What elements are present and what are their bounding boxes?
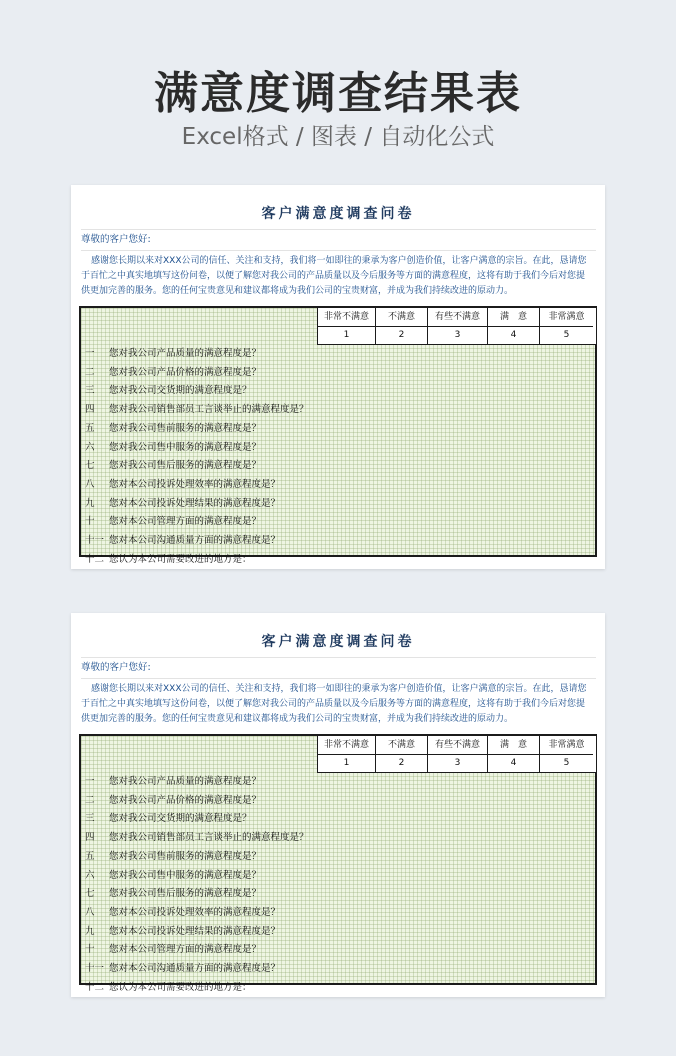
question-number: 一 <box>85 776 95 787</box>
question-row <box>85 829 309 847</box>
question-number: 十二 <box>85 981 105 993</box>
question-number: 十 <box>85 944 95 956</box>
sheet-title: 客户满意度调查问卷 <box>261 206 415 222</box>
question-text: 您对本公司管理方面的满意程度是？ <box>109 944 262 956</box>
rating-value: 5 <box>563 758 570 768</box>
question-text: 您对我公司产品价格的满意程度是？ <box>109 794 262 806</box>
question-number: 四 <box>85 832 95 844</box>
question-row <box>85 923 280 941</box>
sheet-preview-card <box>71 185 605 569</box>
question-text: 您对我公司售前服务的满意程度是？ <box>109 850 262 862</box>
question-text: 您对我公司售前服务的满意程度是？ <box>109 422 262 434</box>
question-row <box>85 439 261 457</box>
question-text: 您对本公司管理方面的满意程度是？ <box>109 516 262 528</box>
rating-label: 非常不满意 <box>318 308 375 327</box>
question-text: 您对我公司交货期的满意程度是？ <box>109 813 252 825</box>
question-text: 您对本公司投诉处理结果的满意程度是？ <box>109 497 281 509</box>
question-row <box>85 382 252 400</box>
question-text: 您对我公司售后服务的满意程度是？ <box>109 460 262 472</box>
question-text: 您对本公司投诉处理效率的满意程度是？ <box>109 906 281 918</box>
rating-column <box>428 308 488 344</box>
question-number: 二 <box>85 366 95 378</box>
rating-label: 非常满意 <box>540 308 593 327</box>
question-row <box>85 773 261 791</box>
survey-table <box>79 306 597 565</box>
question-number: 十一 <box>85 963 105 974</box>
rating-column <box>540 736 593 772</box>
question-row <box>85 867 261 885</box>
question-number: 六 <box>85 441 95 453</box>
question-row <box>85 885 261 903</box>
question-text: 您对我公司销售部员工言谈举止的满意程度是？ <box>109 404 309 416</box>
sheet-title: 客户满意度调查问卷 <box>261 634 415 650</box>
rating-label: 有些不满意 <box>428 736 487 755</box>
rating-value: 1 <box>343 758 350 768</box>
question-text: 您对我公司产品质量的满意程度是？ <box>109 348 262 359</box>
question-number: 七 <box>85 888 95 900</box>
rating-label: 不满意 <box>376 736 427 755</box>
rating-label: 满 意 <box>488 736 539 755</box>
survey-table <box>79 734 597 993</box>
rating-value: 4 <box>510 758 517 768</box>
question-number: 四 <box>85 404 95 416</box>
question-number: 十 <box>85 516 95 528</box>
rating-value: 1 <box>343 330 350 340</box>
question-row <box>85 551 252 569</box>
rating-scale <box>317 308 596 345</box>
rating-column <box>318 308 376 344</box>
question-row <box>85 495 280 513</box>
question-row <box>85 532 280 550</box>
rating-value: 5 <box>563 330 570 340</box>
question-row <box>85 941 261 959</box>
question-number: 三 <box>85 813 95 825</box>
question-row <box>85 476 280 494</box>
question-number: 十一 <box>85 535 105 546</box>
intro-paragraph: 感谢您长期以来对XXX公司的信任、关注和支持，我们将一如即往的秉承为客户创造价值，让客户满意的宗旨。在此，恳请您于百忙之中真实地填写这份问卷，以便了解您对我公司的产品质量以及今后服务等方面的满意程度，这将有助于我们今后对您提供更加完善的服务。您的任何宝贵意见和建议都将成为我们公司的宝贵财富，并成为我们持续改进的原动力。 <box>81 684 587 724</box>
question-row <box>85 960 280 978</box>
question-row <box>85 904 280 922</box>
question-number: 一 <box>85 348 95 359</box>
greeting-text: 尊敬的客户您好: <box>81 229 596 251</box>
question-number: 二 <box>85 794 95 806</box>
question-text: 您对我公司售中服务的满意程度是？ <box>109 441 262 453</box>
rating-column <box>318 736 376 772</box>
rating-label: 不满意 <box>376 308 427 327</box>
rating-column <box>428 736 488 772</box>
question-text: 您对本公司沟通质量方面的满意程度是？ <box>109 963 281 974</box>
rating-value: 2 <box>398 758 405 768</box>
question-text: 您对我公司产品价格的满意程度是？ <box>109 366 262 378</box>
question-row <box>85 848 261 866</box>
question-row <box>85 979 252 997</box>
question-number: 五 <box>85 422 95 434</box>
survey-sheet <box>79 621 597 993</box>
rating-column <box>540 308 593 344</box>
question-row <box>85 792 261 810</box>
question-text: 您对我公司产品质量的满意程度是？ <box>109 776 262 787</box>
question-row <box>85 364 261 382</box>
question-text: 您认为本公司需要改进的地方是： <box>109 981 252 993</box>
question-row <box>85 420 261 438</box>
question-row <box>85 810 252 828</box>
question-text: 您对本公司投诉处理结果的满意程度是？ <box>109 925 281 937</box>
rating-value: 2 <box>398 330 405 340</box>
rating-label: 满 意 <box>488 308 539 327</box>
rating-value: 4 <box>510 330 517 340</box>
question-row <box>85 513 261 531</box>
rating-value: 3 <box>454 330 461 340</box>
rating-column <box>488 308 540 344</box>
intro-paragraph: 感谢您长期以来对XXX公司的信任、关注和支持，我们将一如即往的秉承为客户创造价值，让客户满意的宗旨。在此，恳请您于百忙之中真实地填写这份问卷，以便了解您对我公司的产品质量以及今后服务等方面的满意程度，这将有助于我们今后对您提供更加完善的服务。您的任何宝贵意见和建议都将成为我们公司的宝贵财富，并成为我们持续改进的原动力。 <box>81 256 587 296</box>
rating-column <box>376 308 428 344</box>
greeting-text: 尊敬的客户您好: <box>81 657 596 679</box>
rating-label: 有些不满意 <box>428 308 487 327</box>
question-number: 九 <box>85 497 95 509</box>
rating-label: 非常不满意 <box>318 736 375 755</box>
page-title: 满意度调查结果表 <box>154 68 522 119</box>
question-number: 七 <box>85 460 95 472</box>
sheet-preview-card <box>71 613 605 997</box>
question-text: 您对我公司交货期的满意程度是？ <box>109 385 252 397</box>
rating-column <box>488 736 540 772</box>
question-text: 您对我公司售后服务的满意程度是？ <box>109 888 262 900</box>
question-row <box>85 401 309 419</box>
question-number: 十二 <box>85 553 105 565</box>
rating-column <box>376 736 428 772</box>
question-number: 六 <box>85 869 95 881</box>
question-number: 八 <box>85 478 95 490</box>
question-number: 八 <box>85 906 95 918</box>
question-text: 您认为本公司需要改进的地方是： <box>109 553 252 565</box>
survey-sheet <box>79 193 597 565</box>
question-text: 您对本公司沟通质量方面的满意程度是？ <box>109 535 281 546</box>
question-number: 三 <box>85 385 95 397</box>
question-text: 您对我公司售中服务的满意程度是？ <box>109 869 262 881</box>
rating-value: 3 <box>454 758 461 768</box>
page-subtitle: Excel格式 / 图表 / 自动化公式 <box>181 124 495 150</box>
question-text: 您对我公司销售部员工言谈举止的满意程度是？ <box>109 832 309 844</box>
question-number: 五 <box>85 850 95 862</box>
rating-scale <box>317 736 596 773</box>
question-row <box>85 345 261 363</box>
question-row <box>85 457 261 475</box>
rating-label: 非常满意 <box>540 736 593 755</box>
question-number: 九 <box>85 925 95 937</box>
question-text: 您对本公司投诉处理效率的满意程度是？ <box>109 478 281 490</box>
